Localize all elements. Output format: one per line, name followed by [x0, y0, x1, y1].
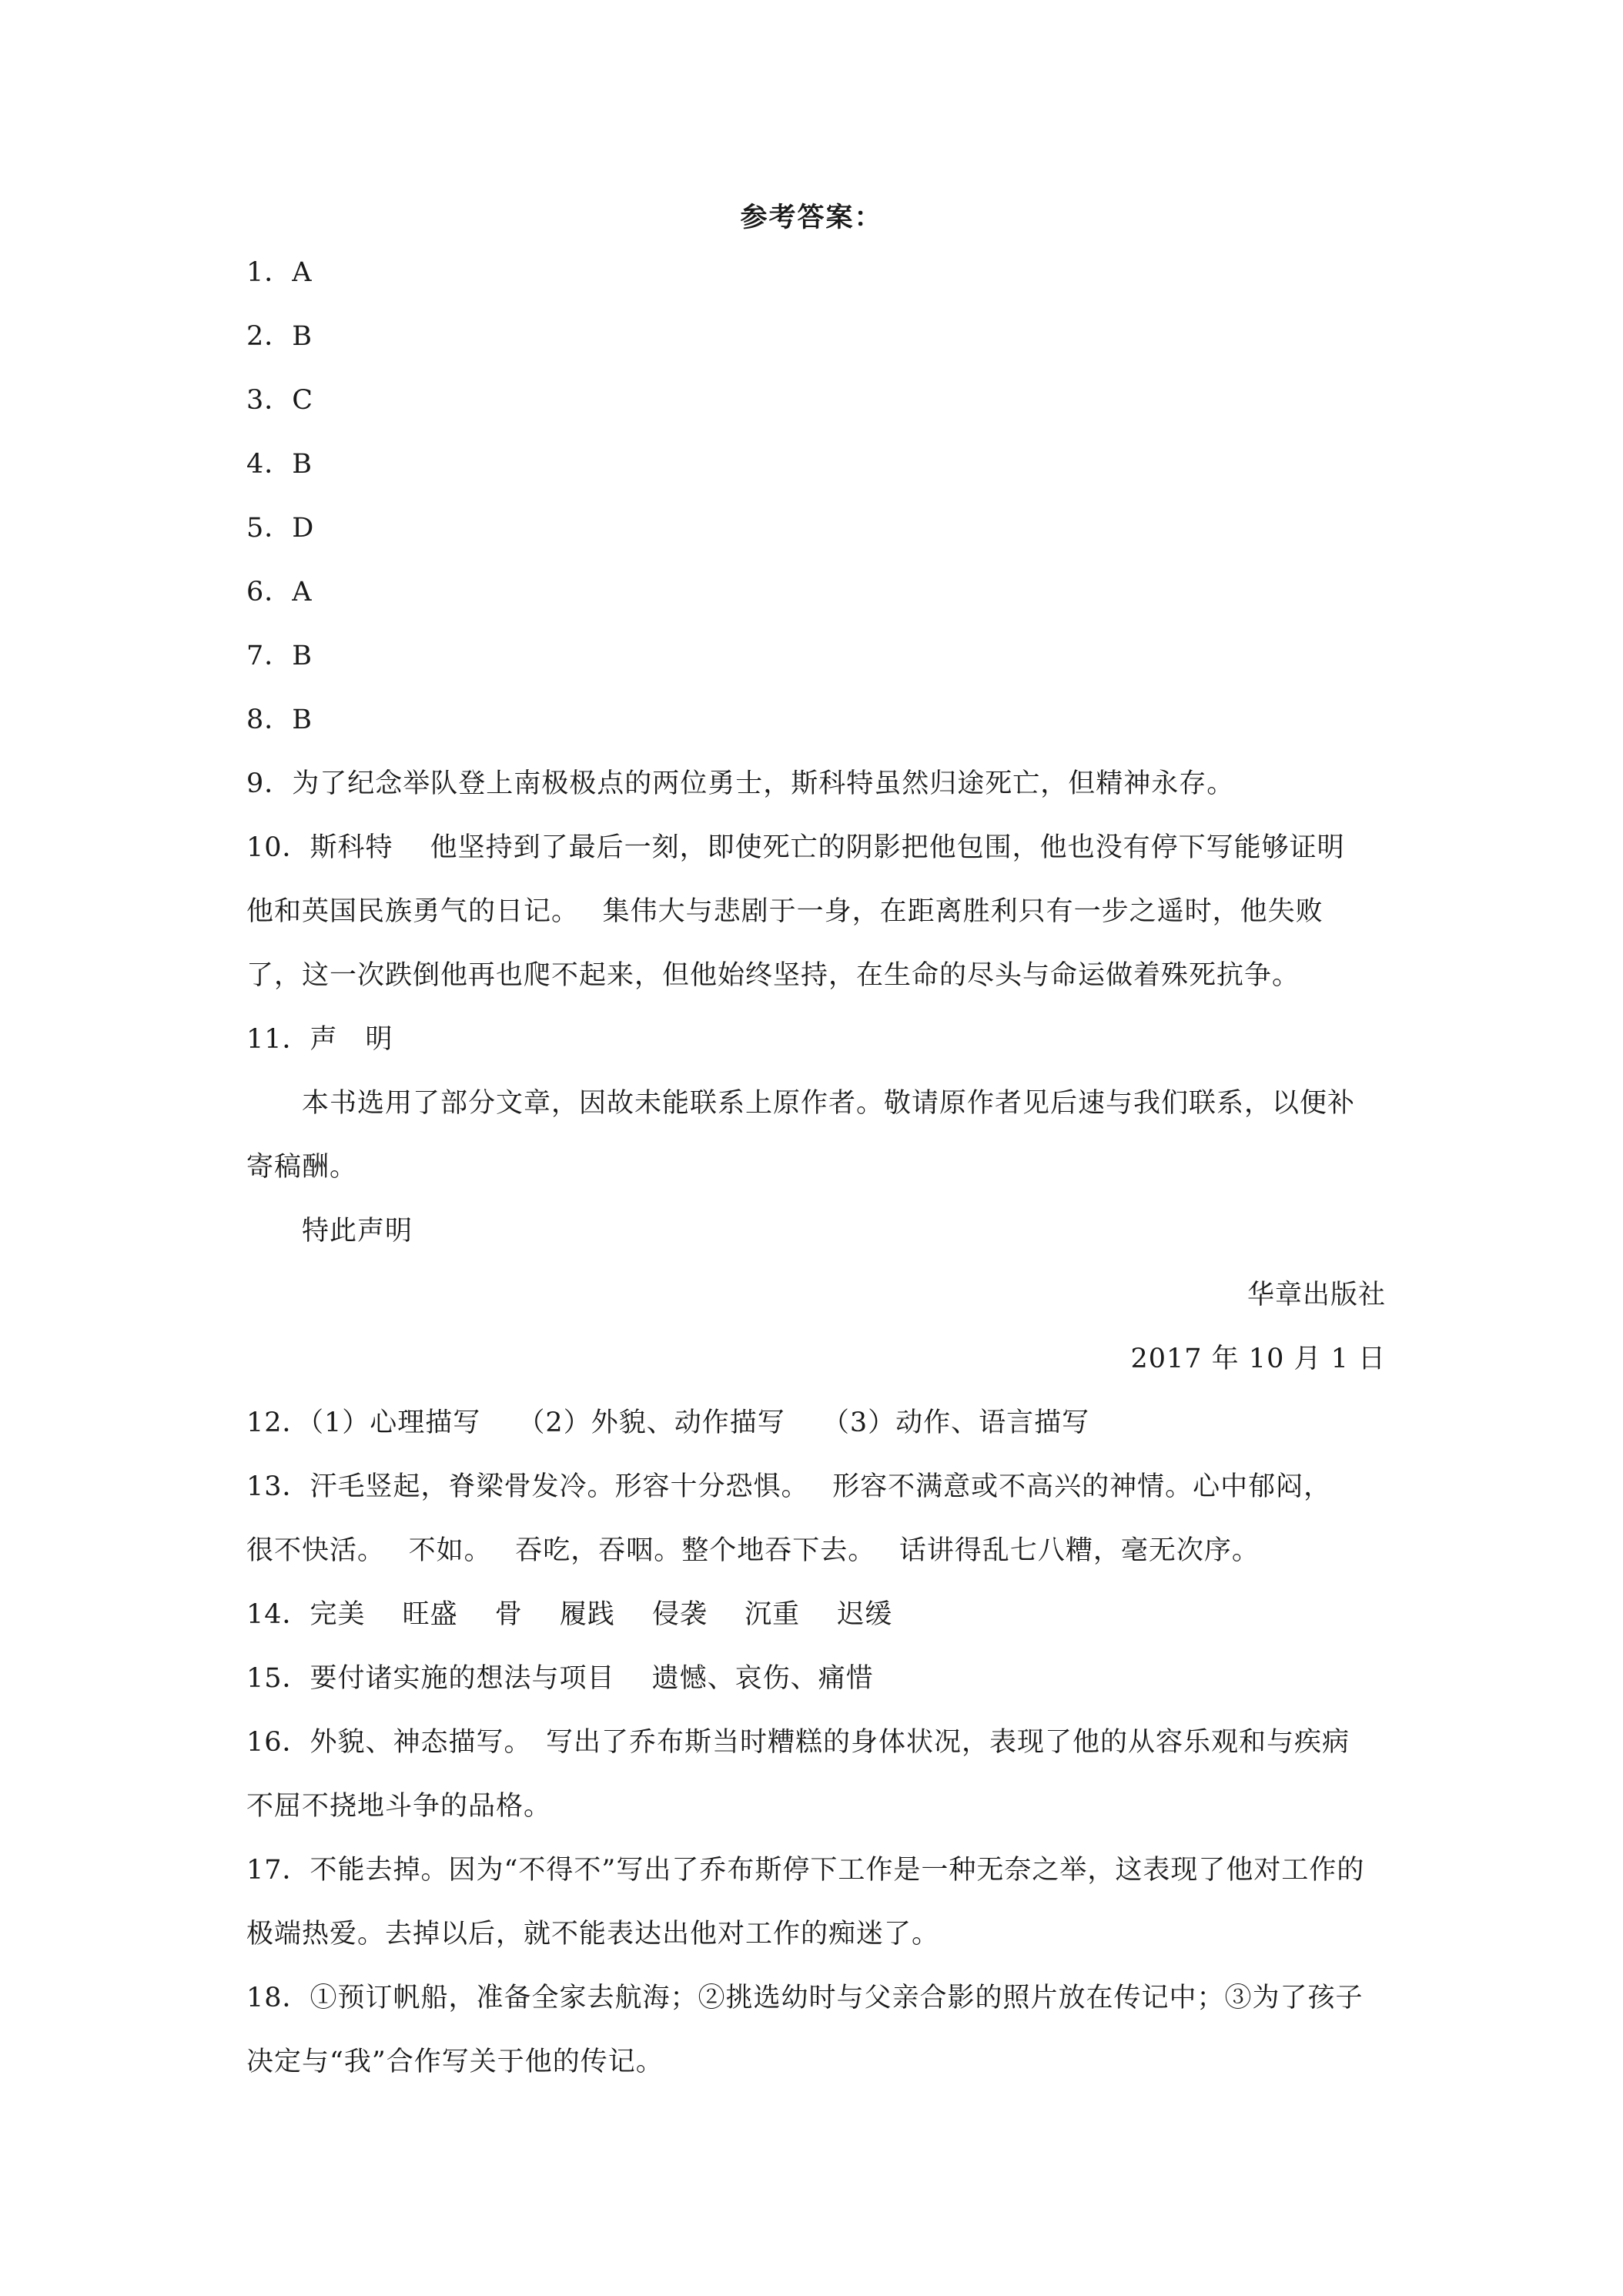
answer-line-6: 6．A [246, 577, 313, 607]
answer-line-13-cont: 很不快活。 不如。 吞吃，吞咽。整个地吞下去。 话讲得乱七八糟，毫无次序。 [246, 1535, 1260, 1566]
answer-line-3: 3．C [246, 385, 314, 416]
answer-line-16-cont: 不屈不挠地斗争的品格。 [246, 1791, 552, 1822]
answer-line-16: 16．外貌、神态描写。 写出了乔布斯当时糟糕的身体状况，表现了他的从容乐观和与疾病 [246, 1727, 1350, 1758]
answer-line-4: 4．B [246, 449, 313, 480]
answer-line-18: 18．①预订帆船，准备全家去航海；②挑选幼时与父亲合影的照片放在传记中；③为了孩子 [246, 1983, 1364, 2013]
answer-line-18-cont: 决定与“我”合作写关于他的传记。 [246, 2047, 664, 2077]
statement-closing: 特此声明 [246, 1216, 413, 1247]
answer-line-9: 9．为了纪念举队登上南极极点的两位勇士，斯科特虽然归途死亡，但精神永存。 [246, 768, 1235, 799]
answer-line-2: 2．B [246, 321, 313, 352]
answer-line-17: 17．不能去掉。因为“不得不”写出了乔布斯停下工作是一种无奈之举，这表现了他对工作的 [246, 1855, 1365, 1886]
answer-line-15: 15．要付诸实施的想法与项目 遗憾、哀伤、痛惜 [246, 1663, 874, 1694]
statement-body: 本书选用了部分文章，因故未能联系上原作者。敬请原作者见后速与我们联系，以便补 [246, 1088, 1356, 1119]
answer-line-17-cont: 极端热爱。去掉以后，就不能表达出他对工作的痴迷了。 [246, 1919, 940, 1950]
answer-line-12: 12．（1）心理描写 （2）外貌、动作描写 （3）动作、语言描写 [246, 1407, 1090, 1438]
answer-line-10: 10．斯科特 他坚持到了最后一刻，即使死亡的阴影把他包围，他也没有停下写能够证明 [246, 832, 1345, 863]
answer-line-13: 13．汗毛竖起，脊梁骨发冷。形容十分恐惧。 形容不满意或不高兴的神情。心中郁闷， [246, 1471, 1332, 1502]
statement-body-cont: 寄稿酬。 [246, 1152, 358, 1183]
answer-line-11: 11．声 明 [246, 1024, 393, 1055]
answer-line-10-cont-1: 他和英国民族勇气的日记。 集伟大与悲剧于一身，在距离胜利只有一步之遥时，他失败 [246, 896, 1323, 927]
page-title: 参考答案： [740, 202, 883, 233]
answer-line-1: 1．A [246, 257, 313, 288]
answer-line-7: 7．B [246, 641, 313, 671]
answer-line-14: 14．完美 旺盛 骨 履践 侵袭 沉重 迟缓 [246, 1599, 893, 1630]
answer-line-8: 8．B [246, 705, 313, 735]
answer-line-5: 5．D [246, 513, 315, 544]
statement-date: 2017 年 10 月 1 日 [1130, 1344, 1386, 1374]
answer-line-10-cont-2: 了，这一次跌倒他再也爬不起来，但他始终坚持，在生命的尽头与命运做着殊死抗争。 [246, 960, 1300, 991]
statement-publisher: 华章出版社 [1247, 1280, 1386, 1310]
